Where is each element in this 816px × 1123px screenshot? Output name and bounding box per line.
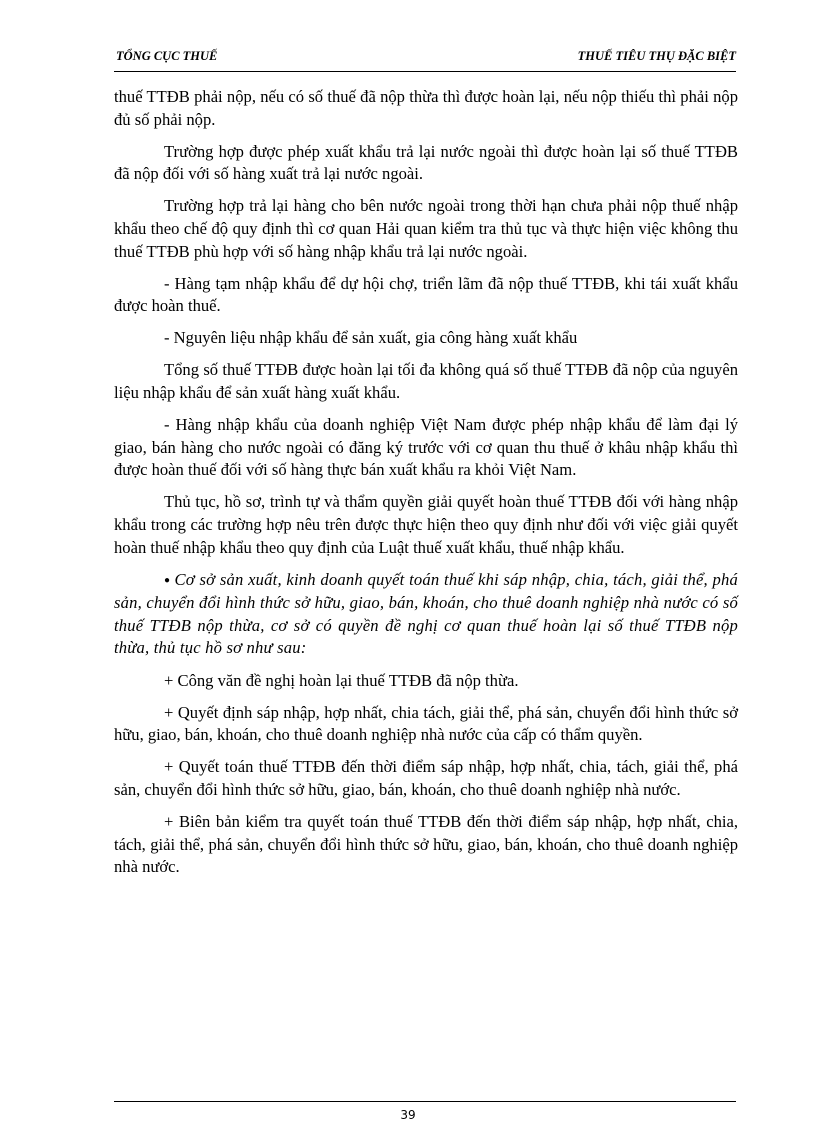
- paragraph-2: Trường hợp được phép xuất khẩu trả lại nước ngoài thì được hoàn lại số thuế TTĐB đã nộp đối với số hàng xuất trả lại nước ngoài.: [114, 141, 738, 184]
- paragraph-6: Tổng số thuế TTĐB được hoàn lại tối đa không quá số thuế TTĐB đã nộp của nguyên liệu nhập khẩu để sản xuất hàng xuất khẩu.: [114, 360, 738, 403]
- page-header: [114, 46, 736, 68]
- paragraph-8: Thủ tục, hồ sơ, trình tự và thẩm quyền giải quyết hoàn thuế TTĐB đối với hàng nhập khẩu trong các trường hợp nêu trên được thực hiện theo quy định như đối với việc giải quyết hoàn thuế nhập khẩu theo quy định của Luật thuế xuất khẩu, thuế nhập khẩu.: [114, 492, 738, 557]
- paragraph-4: - Hàng tạm nhập khẩu để dự hội chợ, triển lãm đã nộp thuế TTĐB, khi tái xuất khẩu được hoàn thuế.: [114, 273, 738, 316]
- paragraph-9-text: Cơ sở sản xuất, kinh doanh quyết toán thuế khi sáp nhập, chia, tách, giải thể, phá sản, chuyển đổi hình thức sở hữu, giao, bán, khoán, cho thuê doanh nghiệp nhà nước có số thuế TTĐB nộp thừa, cơ sở có quyền đề nghị cơ quan thuế hoàn lại số thuế TTĐB nộp thừa, thủ tục hồ sơ như sau:: [114, 569, 739, 658]
- bullet-icon: ●: [164, 574, 171, 586]
- paragraph-12: + Quyết toán thuế TTĐB đến thời điểm sáp nhập, hợp nhất, chia, tách, giải thể, phá sản, chuyển đổi hình thức sở hữu, giao, bán, khoán, cho thuê doanh nghiệp nhà nước.: [114, 757, 738, 799]
- header-right-title: THUẾ TIÊU THỤ ĐẶC BIỆT: [577, 49, 736, 63]
- paragraph-11: + Quyết định sáp nhập, hợp nhất, chia tách, giải thể, phá sản, chuyển đổi hình thức sở hữu, giao, bán, khoán, cho thuê doanh nghiệp nhà nước của cấp có thẩm quyền.: [114, 702, 738, 745]
- header-divider: [114, 71, 736, 72]
- paragraph-3: Trường hợp trả lại hàng cho bên nước ngoài trong thời hạn chưa phải nộp thuế nhập khẩu theo chế độ quy định thì cơ quan Hải quan kiểm tra thủ tục và thực hiện việc không thu thuế TTĐB phù hợp với số hàng nhập khẩu trả lại nước ngoài.: [114, 196, 738, 261]
- paragraph-1: thuế TTĐB phải nộp, nếu có số thuế đã nộp thừa thì được hoàn lại, nếu nộp thiếu thì phải nộp đủ số phải nộp.: [114, 87, 738, 129]
- paragraph-5: - Nguyên liệu nhập khẩu để sản xuất, gia công hàng xuất khẩu: [164, 328, 578, 348]
- page-number: 39: [400, 1108, 416, 1122]
- paragraph-10: + Công văn đề nghị hoàn lại thuế TTĐB đã nộp thừa.: [164, 670, 519, 690]
- body-text: [114, 86, 738, 888]
- paragraph-7: - Hàng nhập khẩu của doanh nghiệp Việt Nam được phép nhập khẩu để làm đại lý giao, bán hàng cho nước ngoài có đăng ký trước với cơ quan thu thuế ở khâu nhập khẩu thì được hoàn thuế đối với số hàng thực bán xuất khẩu ra khỏi Việt Nam.: [114, 415, 738, 480]
- header-left-title: TỔNG CỤC THUẾ: [116, 49, 218, 63]
- paragraph-13: + Biên bản kiểm tra quyết toán thuế TTĐB đến thời điểm sáp nhập, hợp nhất, chia, tách, giải thể, phá sản, chuyển đổi hình thức sở hữu, giao, bán, khoán, cho thuê doanh nghiệp nhà nước.: [114, 812, 738, 877]
- footer-divider: [114, 1101, 736, 1102]
- paragraph-9: [114, 569, 738, 660]
